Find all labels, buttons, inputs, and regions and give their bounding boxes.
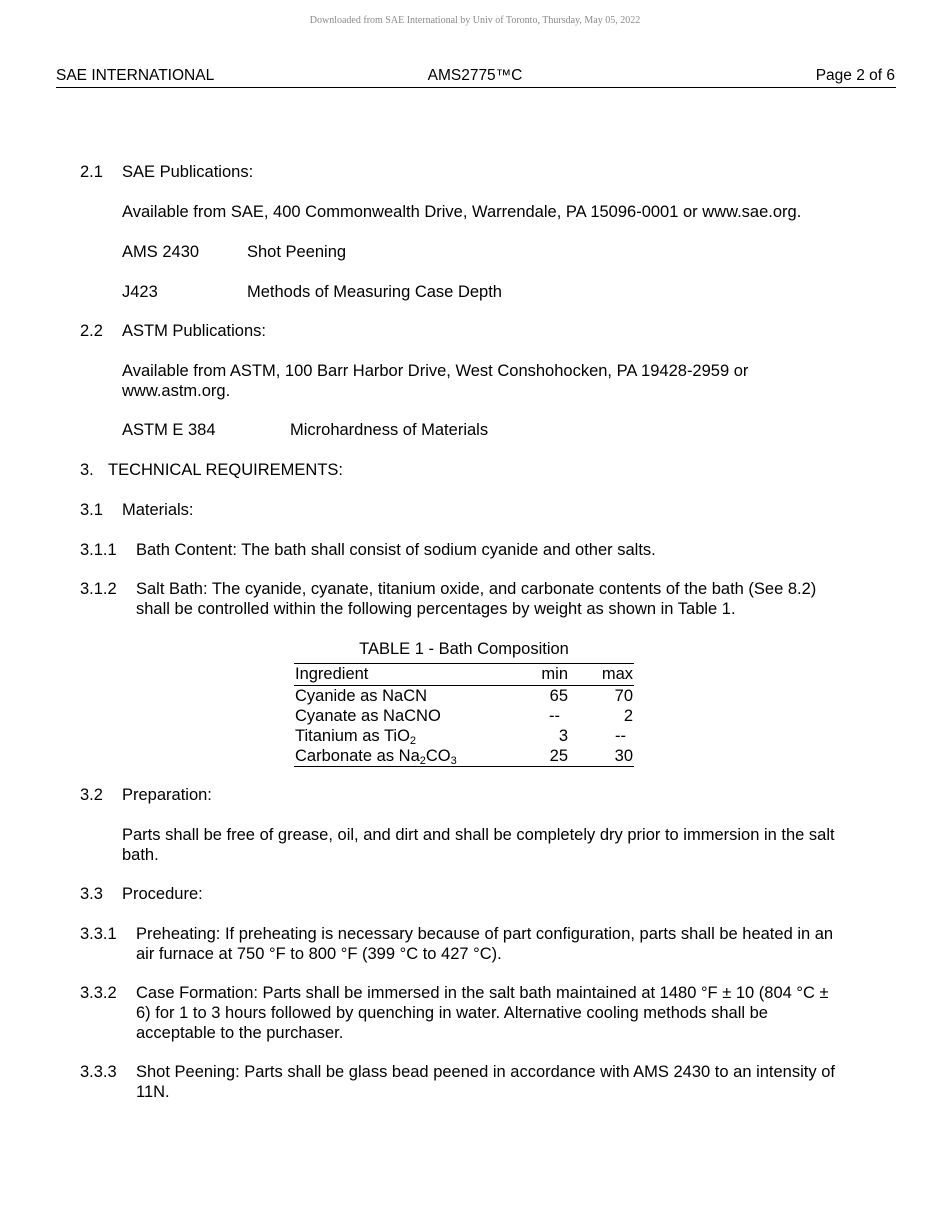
section-number: 2.1 — [80, 163, 103, 181]
section-number: 3.1.1 — [80, 541, 117, 559]
header-divider — [56, 87, 896, 88]
paragraph-text: Bath Content: The bath shall consist of sodium cyanide and other salts. — [136, 541, 656, 559]
section-number: 3.2 — [80, 786, 103, 804]
min-cell: 65 — [549, 687, 568, 705]
paragraph-text: Case Formation: Parts shall be immersed in the salt bath maintained at 1480 °F ± 10 (804 °C ± 6) for 1 to 3 hours followed by quenching in water. Alternative cooling methods shall be acceptable to the purchaser. — [136, 984, 829, 1042]
table-row — [294, 686, 634, 706]
min-cell: 25 — [549, 747, 568, 765]
section-number: 2.2 — [80, 322, 103, 340]
section-title: ASTM Publications: — [122, 322, 266, 340]
header-page-number: Page 2 of 6 — [815, 67, 895, 84]
max-cell: 70 — [614, 687, 633, 705]
section-number: 3.3 — [80, 885, 103, 903]
paragraph-text: Salt Bath: The cyanide, cyanate, titanium oxide, and carbonate contents of the bath (See 8.2) shall be controlled within the following percentages by weight as shown in Table 1. — [136, 580, 817, 618]
ingredient-cell: Cyanide as NaCN — [295, 687, 428, 705]
reference-code: J423 — [122, 283, 158, 301]
paragraph-text: Preheating: If preheating is necessary because of part configuration, parts shall be heated in an air furnace at 750 °F to 800 °F (399 °C to 427 °C). — [136, 925, 834, 963]
section-number: 3. — [80, 461, 94, 479]
section-title: TECHNICAL REQUIREMENTS: — [108, 461, 343, 479]
min-cell: 3 — [558, 727, 568, 745]
column-header: Ingredient — [295, 665, 369, 683]
max-cell: -- — [615, 727, 626, 745]
max-cell: 2 — [623, 707, 633, 725]
reference-title: Shot Peening — [247, 243, 347, 261]
section-title: Procedure: — [122, 885, 203, 903]
header-document-id: AMS2775™C — [427, 67, 523, 84]
availability-note: Available from SAE, 400 Commonwealth Drive, Warrendale, PA 15096-0001 or www.sae.org. — [122, 203, 802, 221]
column-header: min — [541, 665, 568, 683]
table-row — [294, 726, 634, 746]
paragraph-text: Parts shall be free of grease, oil, and dirt and shall be completely dry prior to immersion in the salt bath. — [122, 826, 835, 864]
max-cell: 30 — [614, 747, 633, 765]
reference-code: AMS 2430 — [122, 243, 200, 261]
ingredient-cell: Cyanate as NaCNO — [295, 707, 441, 725]
table-row — [294, 746, 634, 766]
reference-title: Microhardness of Materials — [290, 421, 489, 439]
section-number: 3.3.3 — [80, 1063, 117, 1081]
download-watermark: Downloaded from SAE International by Univ of Toronto, Thursday, May 05, 2022 — [309, 15, 641, 26]
reference-title: Methods of Measuring Case Depth — [247, 283, 502, 301]
column-header: max — [601, 665, 633, 683]
table-title: TABLE 1 - Bath Composition — [359, 640, 569, 658]
section-title: Preparation: — [122, 786, 212, 804]
section-title: SAE Publications: — [122, 163, 254, 181]
section-number: 3.3.2 — [80, 984, 117, 1002]
ingredient-cell: Carbonate as $Na_2CO_3$ — [295, 747, 457, 767]
section-number: 3.3.1 — [80, 925, 117, 943]
bath-composition-table — [294, 663, 634, 767]
reference-code: ASTM E 384 — [122, 421, 216, 439]
ingredient-cell: Titanium as TiO$_2$ — [295, 727, 417, 747]
table-header-row — [294, 664, 634, 686]
paragraph-text: Shot Peening: Parts shall be glass bead peened in accordance with AMS 2430 to an intensity of 11N. — [136, 1063, 835, 1101]
section-number: 3.1.2 — [80, 580, 117, 598]
availability-note: Available from ASTM, 100 Barr Harbor Drive, West Conshohocken, PA 19428-2959 or www.astm.org. — [122, 362, 749, 400]
section-number: 3.1 — [80, 501, 103, 519]
header-organization: SAE INTERNATIONAL — [56, 67, 215, 84]
section-title: Materials: — [122, 501, 194, 519]
table-row — [294, 706, 634, 726]
min-cell: -- — [549, 707, 560, 725]
